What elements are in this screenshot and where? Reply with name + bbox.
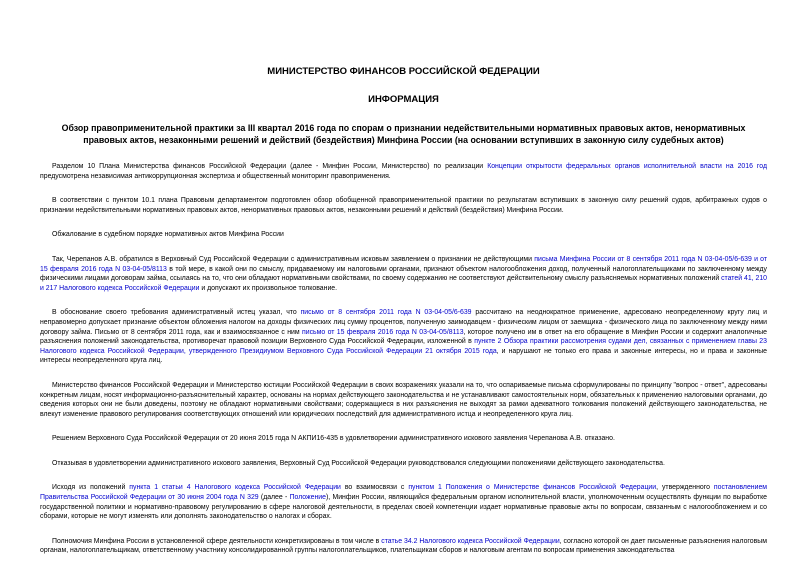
info-heading: ИНФОРМАЦИЯ (368, 94, 439, 105)
link-regulation[interactable]: Положение (289, 494, 326, 502)
link-letters[interactable]: письма Минфина России от 8 сентября 2011 года N 03-04-05/6-639 и от 15 февраля 2016 года N 03-04-05/8113 (40, 255, 767, 273)
paragraph-claim: В обоснование своего требования административный истец указал, что письмо от 8 сентября 2011 года N 03-04-05/6-639 рассчитано на неоднократное применение, адресовано неопределенному кругу лиц и неправомерно допускает признание объектом обложения налогом на доходы физических лиц сумму процентов, полученную заимодавцем - физическим лицом от заемщика - физического лица по заключенному между ними договору займа. Письмо от 8 сентября 2011 года, как и взаимосвязанное с ним письмо от 15 февраля 2016 года N 03-04-05/8113, которое получено им в ответ на его обращение в Минфин России и содержит аналогичные разъяснения положений законодательства, противоречат правовой позиции Верховного Суда Российской Федерации, изложенной в пункте 2 Обзора практики рассмотрения судами дел, связанных с применением главы 23 Налогового кодекса Российской Федерации, утвержденного Президиумом Верховного Суда Российской Федерации 21 октября 2015 года, и нарушают не только его права и законные интересы, но и права и законные интересы неопределенного круга лиц. (40, 309, 767, 365)
ministry-heading: МИНИСТЕРСТВО ФИНАНСОВ РОССИЙСКОЙ ФЕДЕРАЦИИ (267, 66, 540, 77)
paragraph-review: В соответствии с пунктом 10.1 плана Правовым департаментом подготовлен обзор обобщенной правоприменительной практики по результатам вступивших в законную силу решений судов, арбитражных судов о признании недействительными нормативных правовых актов, ненормативных правовых актов, незаконными решений и действий (бездействия) Минфина России. (40, 197, 767, 214)
paragraph-plan: Разделом 10 Плана Министерства финансов Российской Федерации (далее - Минфин России, Министерство) по реализации Концепции открытости федеральных органов исполнительной власти на 2016 год предусмотрена независимая антикоррупционная экспертиза и общественный мониторинг правоприменения. (40, 163, 767, 180)
paragraph-subheading: Обжалование в судебном порядке нормативных актов Минфина России (52, 231, 284, 239)
link-court-review[interactable]: пункте 2 Обзора практики рассмотрения судами дел, связанных с применением главы 23 Налогового кодекса Российской Федерации, утвержденного Президиумом Верховного Суда Российской Федерации 21 октября 2015 года (40, 338, 767, 355)
link-letter-2011[interactable]: письмо от 8 сентября 2011 года N 03-04-05/6-639 (300, 309, 472, 317)
paragraph-decision: Решением Верховного Суда Российской Федерации от 20 июня 2015 года N АКПИ16-435 в удовлетворении административного искового заявления Черепанова А.В. отказано. (52, 435, 615, 443)
paragraph-powers: Полномочия Минфина России в установленной сфере деятельности конкретизированы в том числе в статье 34.2 Налогового кодекса Российской Федерации, согласно которой он дает письменные разъяснения налоговым органам, налогоплательщикам, ответственному участнику консолидированной группы налогоплательщиков, плательщикам сборов и налоговым агентам по вопросам применения законодательства (40, 537, 767, 555)
document-title: Обзор правоприменительной практики за III квартал 2016 года по спорам о признании недействительными нормативных правовых актов, ненормативных правовых актов, незаконными решений и действий (бездействия) Минфина России (на основании вступивших в законную силу судебных актов) (61, 123, 746, 145)
paragraph-case: Так, Черепанов А.В. обратился в Верховный Суд Российской Федерации с административным исковым заявлением о признании не действующими письма Минфина России от 8 сентября 2011 года N 03-04-05/6-639 и от 15 февраля 2016 года N 03-04-05/8113 в той мере, в какой они по смыслу, придаваемому им налоговыми органами, признают объектом налогообложения доход, полученный налогоплательщиками по заключенному между физическими лицами договорам займа, ссылаясь на то, что они обладают нормативными свойствами, по своему содержанию не соответствуют действительному смыслу разъясняемых нормативных положений статей 41, 210 и 217 Налогового кодекса Российской Федерации и допускают их произвольное толкование. (40, 255, 767, 292)
paragraph-provisions: Исходя из положений пункта 1 статьи 4 Налогового кодекса Российской Федерации во взаимосвязи с пунктом 1 Положения о Министерстве финансов Российской Федерации, утвержденного постановлением Правительства Российской Федерации от 30 июня 2004 года N 329 (далее - Положение), Минфин России, являющийся федеральным органом исполнительной власти, уполномоченным осуществлять функции по выработке государственной политики и нормативно-правовому регулированию в сфере налоговой деятельности, в пределах своей компетенции издает нормативные правовые акты по вопросам, связанным с налогообложением и со сборами, которые не могут изменять или дополнять законодательство о налогах и сборах. (40, 484, 768, 521)
link-letter-2016[interactable]: письмо от 15 февраля 2016 года N 03-04-05/8113 (301, 328, 464, 336)
paragraph-refusal: Отказывая в удовлетворении административного искового заявления, Верховный Суд Российской Федерации руководствовался следующими положениями действующего законодательства. (52, 459, 665, 467)
link-government-decree[interactable]: постановлением Правительства Российской Федерации от 30 июня 2004 года N 329 (40, 484, 768, 502)
link-article-34-2[interactable]: статье 34.2 Налогового кодекса Российской Федерации (381, 537, 560, 545)
link-regulation-point-1[interactable]: пунктом 1 Положения о Министерстве финансов Российской Федерации (408, 484, 657, 492)
link-concept[interactable]: Концепции открытости федеральных органов исполнительной власти на 2016 год (487, 163, 767, 170)
paragraph-objections: Министерство финансов Российской Федерации и Министерство юстиции Российской Федерации в своих возражениях указали на то, что оспариваемые письма сформулированы по принципу "вопрос - ответ", адресованы конкретным лицам, носят информационно-разъяснительный характер, основаны на нормах действующего законодательства и не устанавливают самостоятельных норм, обязательных к применению налоговыми органами, до сведения которых они не были доведены, поэтому не обладают нормативными свойствами; содержащиеся в них разъяснения не выходят за рамки адекватного толкования положений действующего законодательства, не влекут изменение правового регулирования соответствующих отношений или юридических последствий для административного истца и неопределенного круга лиц. (40, 381, 767, 418)
link-tax-code-articles[interactable]: статей 41, 210 и 217 Налогового кодекса Российской Федерации (40, 275, 767, 292)
link-article-4[interactable]: пункта 1 статьи 4 Налогового кодекса Российской Федерации (129, 484, 341, 492)
